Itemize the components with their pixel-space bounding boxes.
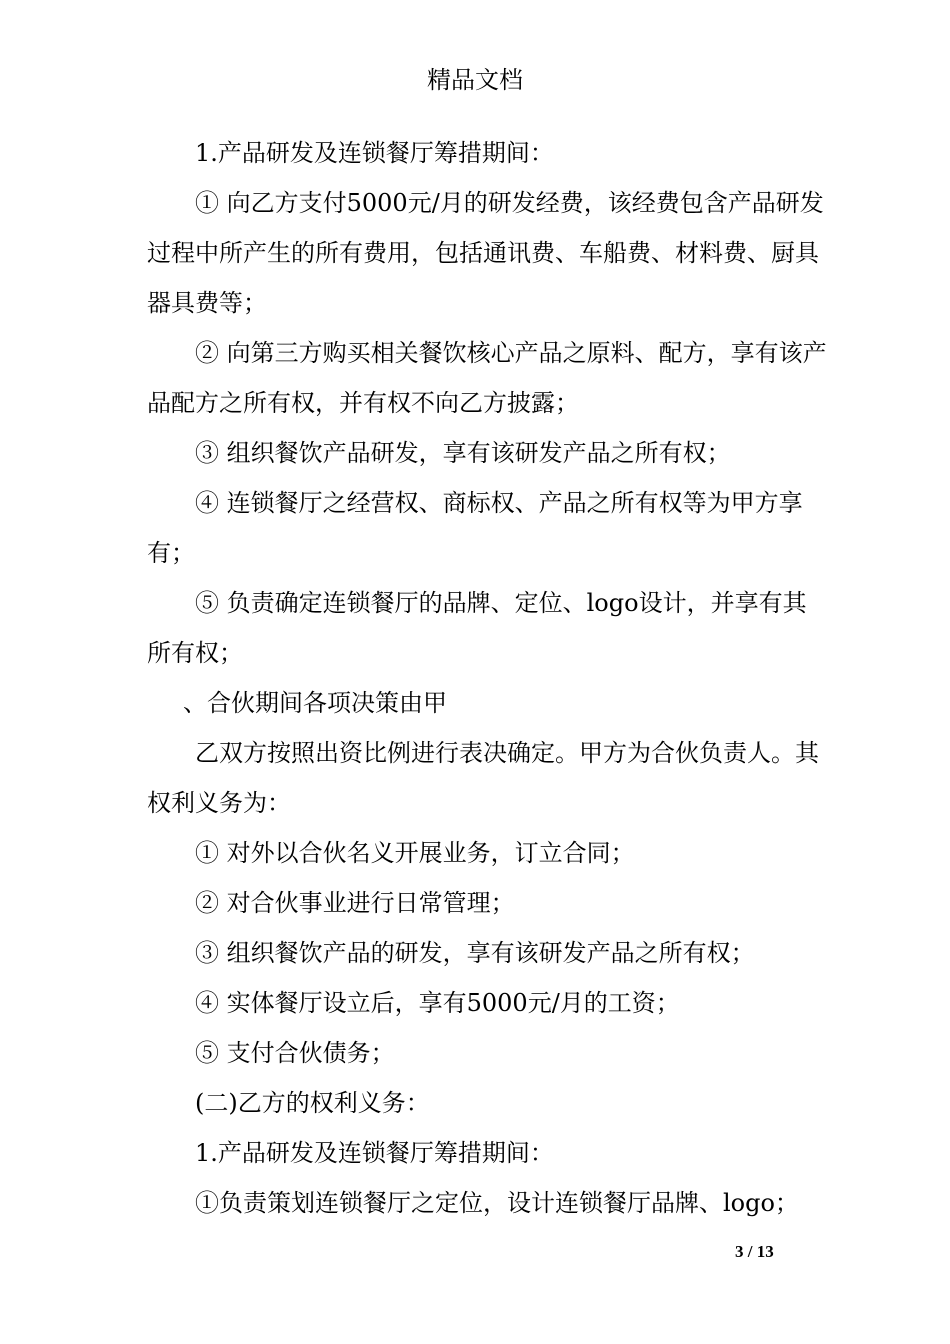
paragraph: ② 向第三方购买相关餐饮核心产品之原料、配方，享有该产品配方之所有权，并有权不向乙方披露；: [147, 339, 827, 417]
page-number: 3 / 13: [735, 1242, 774, 1261]
document-body: [147, 128, 827, 1228]
paragraph: ⑤ 负责确定连锁餐厅的品牌、定位、logo设计，并享有其所有权；: [147, 589, 807, 667]
paragraph: ④ 实体餐厅设立后，享有5000元/月的工资；: [195, 989, 680, 1017]
paragraph: ④ 连锁餐厅之经营权、商标权、产品之所有权等为甲方享有；: [147, 489, 803, 567]
paragraph: 1.产品研发及连锁餐厅筹措期间：: [195, 1139, 554, 1167]
paragraph: ③ 组织餐饮产品的研发，享有该研发产品之所有权；: [195, 939, 755, 967]
paragraph: 、合伙期间各项决策由甲: [183, 689, 447, 717]
paragraph: ①负责策划连锁餐厅之定位，设计连锁餐厅品牌、logo；: [195, 1189, 799, 1217]
paragraph: ⑤ 支付合伙债务；: [195, 1039, 395, 1067]
paragraph: ① 向乙方支付5000元/月的研发经费，该经费包含产品研发过程中所产生的所有费用，包括通讯费、车船费、材料费、厨具器具费等；: [147, 189, 824, 317]
paragraph: 1.产品研发及连锁餐厅筹措期间：: [195, 139, 554, 167]
paragraph: ① 对外以合伙名义开展业务，订立合同；: [195, 839, 635, 867]
page-header-title: 精品文档: [427, 66, 523, 94]
paragraph: (二)乙方的权利义务：: [195, 1089, 430, 1117]
paragraph: 乙双方按照出资比例进行表决确定。甲方为合伙负责人。其权利义务为：: [147, 739, 819, 817]
paragraph: ③ 组织餐饮产品研发，享有该研发产品之所有权；: [195, 439, 731, 467]
paragraph: ② 对合伙事业进行日常管理；: [195, 889, 515, 917]
